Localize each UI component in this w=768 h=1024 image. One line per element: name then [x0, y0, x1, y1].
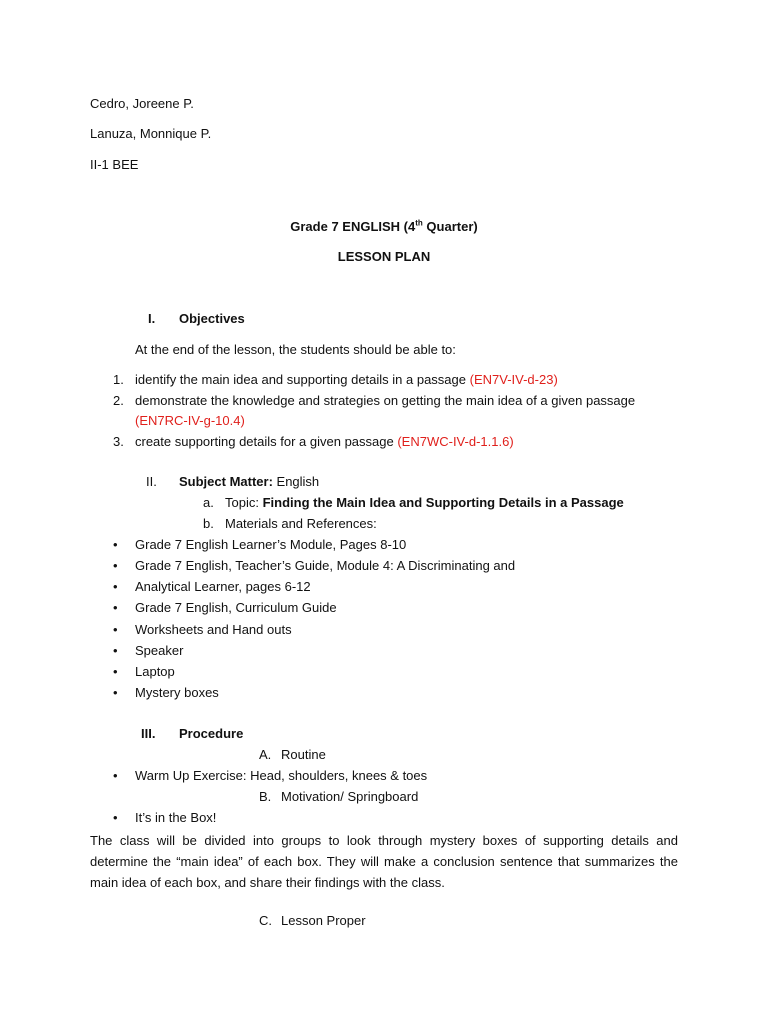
objective-item: create supporting details for a given passage (EN7WC-IV-d-1.1.6)	[135, 434, 514, 449]
objective-number: 3.	[113, 434, 124, 449]
author-name-1: Cedro, Joreene P.	[90, 96, 194, 111]
motivation-letter: B.	[259, 789, 272, 804]
topic-letter: a.	[203, 495, 214, 510]
curriculum-code: (EN7V-IV-d-23)	[469, 372, 558, 387]
objectives-intro: At the end of the lesson, the students should be able to:	[135, 342, 456, 357]
document-subtitle: LESSON PLAN	[337, 249, 431, 264]
bullet-icon: •	[113, 768, 118, 783]
warmup-item: Warm Up Exercise: Head, shoulders, knees & toes	[135, 768, 428, 783]
lesson-proper-label: Lesson Proper	[281, 913, 366, 928]
subject-matter-numeral: II.	[146, 474, 157, 489]
box-activity-item: It’s in the Box!	[135, 810, 217, 825]
procedure-numeral: III.	[141, 726, 156, 741]
objectives-numeral: I.	[148, 311, 156, 326]
activity-paragraph: The class will be divided into groups to look through mystery boxes of supporting details and determine the “main idea” of each box. They will make a conclusion sentence that summarizes the main idea of each box, and share their findings with the class.	[90, 833, 678, 890]
section-code: II-1 BEE	[90, 157, 139, 172]
document-title: Grade 7 ENGLISH (4th Quarter)	[290, 218, 478, 234]
bullet-icon: •	[113, 810, 118, 825]
objectives-heading: Objectives	[179, 311, 245, 326]
routine-label: Routine	[281, 747, 326, 762]
curriculum-code: (EN7RC-IV-g-10.4)	[135, 413, 245, 428]
curriculum-code: (EN7WC-IV-d-1.1.6)	[397, 434, 514, 449]
objective-number: 2.	[113, 393, 124, 408]
procedure-heading: Procedure	[179, 726, 244, 741]
objective-item: demonstrate the knowledge and strategies on getting the main idea of a given passage	[135, 393, 636, 408]
list-item: Analytical Learner, pages 6-12	[135, 579, 311, 594]
motivation-label: Motivation/ Springboard	[281, 789, 419, 804]
objective-item: identify the main idea and supporting details in a passage (EN7V-IV-d-23)	[135, 372, 558, 387]
topic-line: Topic: Finding the Main Idea and Supporting Details in a Passage	[225, 495, 624, 510]
list-item: Grade 7 English, Teacher’s Guide, Module 4: A Discriminating and	[135, 558, 516, 573]
list-item: Worksheets and Hand outs	[135, 622, 292, 637]
list-item: Mystery boxes	[135, 685, 219, 700]
materials-label: Materials and References:	[225, 516, 377, 531]
objective-number: 1.	[113, 372, 124, 387]
routine-letter: A.	[259, 747, 272, 762]
lesson-proper-letter: C.	[259, 913, 272, 928]
author-name-2: Lanuza, Monnique P.	[90, 126, 212, 141]
list-item: Grade 7 English Learner’s Module, Pages 8-10	[135, 537, 407, 552]
subject-matter-line: Subject Matter: English	[179, 474, 320, 489]
bullet-icon: •	[113, 685, 118, 700]
list-item: Laptop	[135, 664, 175, 679]
bullet-icon: •	[113, 664, 118, 679]
bullet-icon: •	[113, 558, 118, 573]
list-item: Grade 7 English, Curriculum Guide	[135, 600, 337, 615]
bullet-icon: •	[113, 600, 118, 615]
bullet-icon: •	[113, 622, 118, 637]
bullet-icon: •	[113, 643, 118, 658]
bullet-icon: •	[113, 537, 118, 552]
list-item: Speaker	[135, 643, 184, 658]
bullet-icon: •	[113, 579, 118, 594]
materials-letter: b.	[203, 516, 214, 531]
